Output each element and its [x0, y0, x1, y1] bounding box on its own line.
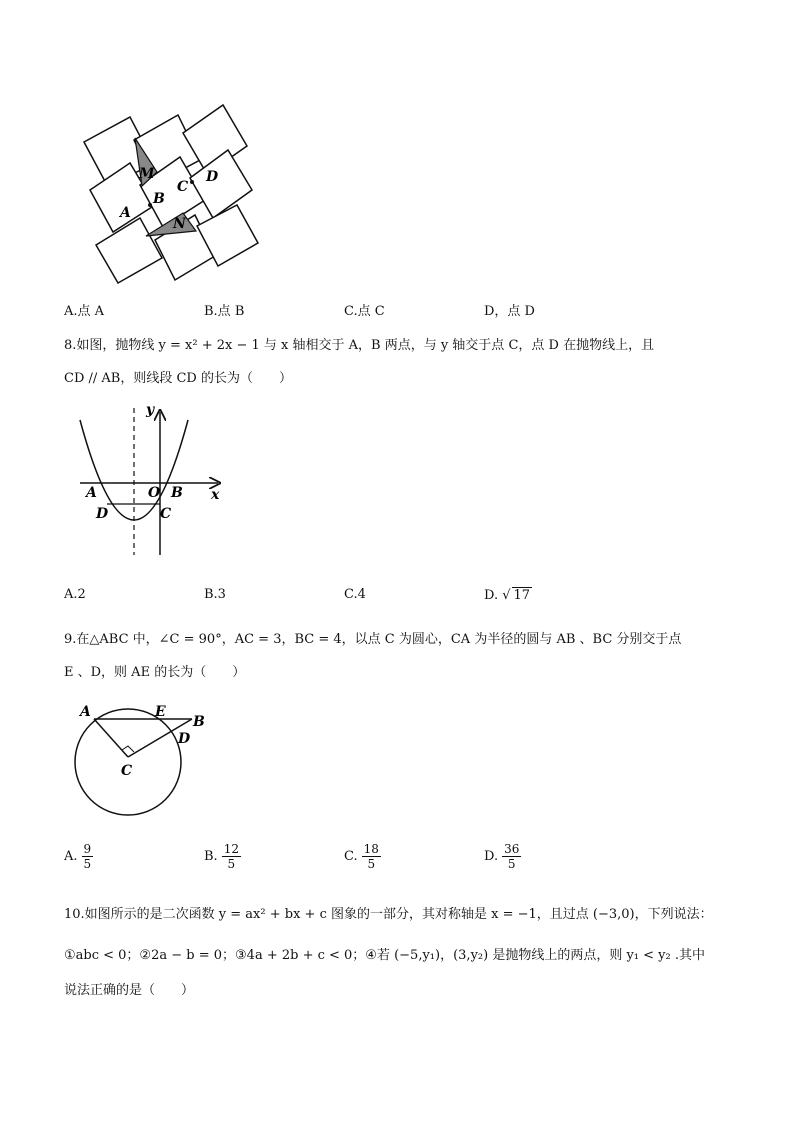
- q8-fig-y-label: y: [146, 402, 155, 418]
- q9-fig-b-label: B: [193, 714, 205, 730]
- q8-fig-a-label: A: [86, 485, 97, 501]
- q10-text-line3: 说法正确的是（ ）: [64, 983, 195, 998]
- q9-text-line1: 9.在△ABC 中，∠C = 90°，AC = 3，BC = 4，以点 C 为圆心，CA 为半径的圆与 AB 、BC 分别交于点: [64, 632, 682, 647]
- q8-fig-b-label: B: [171, 485, 183, 501]
- q8-option-c[interactable]: C.4: [344, 587, 366, 602]
- q9-option-b-prefix: B.: [204, 849, 218, 864]
- q8-option-d-prefix: D.: [484, 588, 499, 603]
- q8-option-d[interactable]: [484, 587, 532, 603]
- q10-text-line1: 10.如图所示的是二次函数 y = ax² + bx + c 图象的一部分，其对称轴是 x = −1，且过点 (−3,0)，下列说法：: [64, 907, 713, 922]
- squares-figure: [80, 100, 265, 285]
- q9-fig-c-label: C: [121, 763, 133, 779]
- q8-option-b[interactable]: B.3: [204, 587, 226, 602]
- fig1-label-b: B: [153, 191, 165, 207]
- q8-text-line2: CD // AB，则线段 CD 的长为（ ）: [64, 371, 292, 386]
- q9-option-c[interactable]: [344, 842, 381, 871]
- q7-option-b[interactable]: B.点 B: [204, 304, 245, 319]
- q9-fig-e-label: E: [155, 704, 166, 720]
- q9-option-d-num: 36: [504, 842, 520, 856]
- q10-text-line2: ①abc < 0；②2a − b = 0；③4a + 2b + c < 0；④若 (−5,y₁)，(3,y₂) 是抛物线上的两点，则 y₁ < y₂ .其中: [64, 948, 705, 963]
- q8-fig-x-label: x: [211, 487, 220, 503]
- q7-option-c[interactable]: C.点 C: [344, 304, 385, 319]
- q7-option-d[interactable]: D，点 D: [484, 304, 535, 319]
- fig1-label-d: D: [206, 169, 219, 185]
- q9-option-a-den: 5: [83, 857, 92, 871]
- q9-option-b[interactable]: [204, 842, 241, 871]
- fig1-label-n: N: [173, 216, 186, 232]
- circle-triangle-figure: [70, 695, 215, 820]
- q9-option-a-prefix: A.: [64, 849, 78, 864]
- q9-option-d-den: 5: [507, 857, 516, 871]
- q9-option-d-prefix: D.: [484, 849, 499, 864]
- q9-text-line2: E 、D，则 AE 的长为（ ）: [64, 665, 246, 680]
- q9-option-a-num: 9: [83, 842, 92, 856]
- q8-text-line1: 8.如图，抛物线 y = x² + 2x − 1 与 x 轴相交于 A，B 两点，与 y 轴交于点 C，点 D 在抛物线上，且: [64, 338, 655, 353]
- q8-fig-o-label: O: [148, 485, 161, 501]
- q9-fig-d-label: D: [178, 731, 191, 747]
- q9-option-a[interactable]: [64, 842, 93, 871]
- fig1-label-c: C: [177, 179, 189, 195]
- q9-option-c-prefix: C.: [344, 849, 358, 864]
- parabola-figure: [70, 400, 230, 565]
- fig1-label-a: A: [120, 205, 131, 221]
- q9-fig-a-label: A: [80, 704, 91, 720]
- q8-option-d-radicand: 17: [513, 588, 531, 603]
- sqrt-icon: √: [502, 588, 511, 603]
- q8-fig-c-label: C: [160, 506, 172, 522]
- fig1-label-m: M: [139, 166, 155, 182]
- q8-option-a[interactable]: A.2: [64, 587, 86, 602]
- q9-option-c-num: 18: [363, 842, 379, 856]
- q8-fig-d-label: D: [96, 506, 109, 522]
- q7-option-a[interactable]: A.点 A: [64, 304, 105, 319]
- q9-option-b-den: 5: [227, 857, 236, 871]
- q9-option-d[interactable]: [484, 842, 521, 871]
- q9-option-c-den: 5: [367, 857, 376, 871]
- q9-option-b-num: 12: [223, 842, 239, 856]
